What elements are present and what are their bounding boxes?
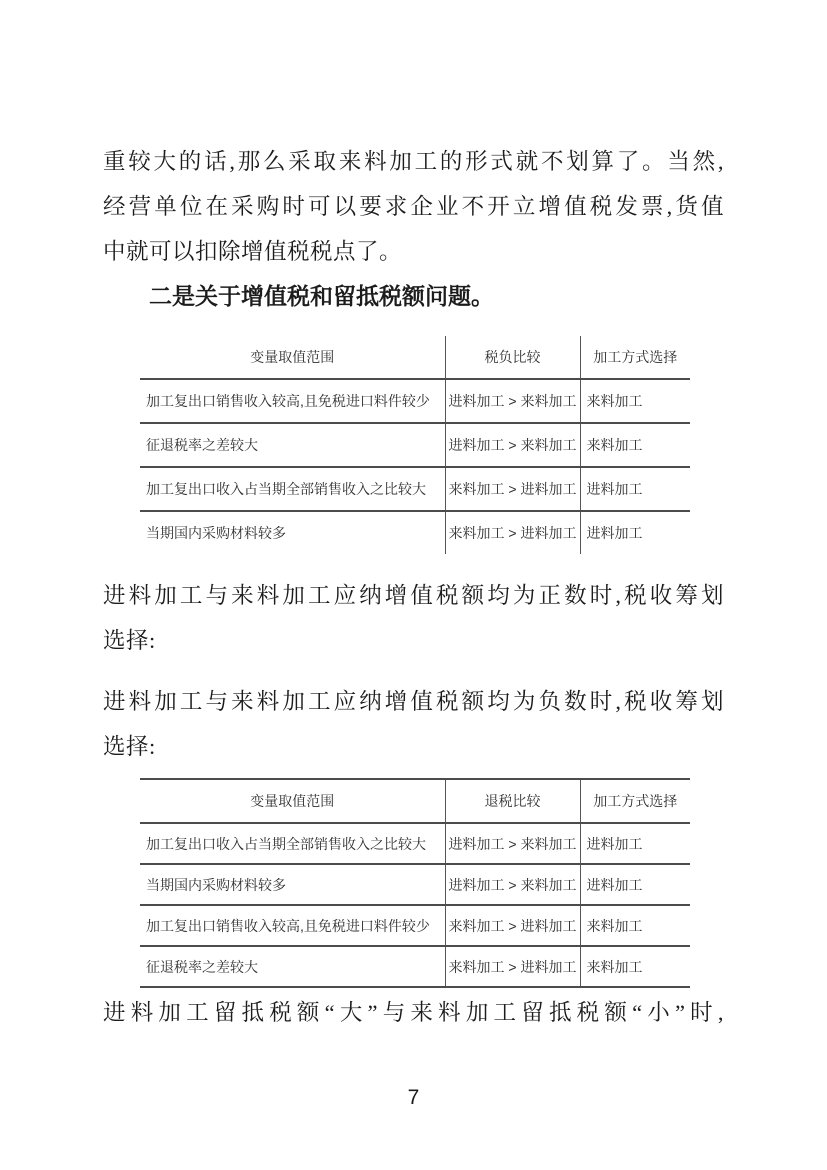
text-line: 经营单位在采购时可以要求企业不开立增值税发票,货值 <box>103 194 724 219</box>
header-cell-variable-range: 变量取值范围 <box>140 336 445 379</box>
header-cell-processing-method: 加工方式选择 <box>580 779 690 823</box>
choice-cell: 来料加工 <box>586 393 643 409</box>
comparison-cell: 来料加工 > 进料加工 <box>445 511 580 554</box>
closing-paragraph <box>103 990 724 1035</box>
condition-cell: 征退税率之差较大 <box>140 946 445 987</box>
condition-cell: 当期国内采购材料较多 <box>140 511 445 554</box>
choice-cell: 进料加工 <box>580 467 690 511</box>
choice-cell: 进料加工 <box>580 864 690 905</box>
table-row <box>140 823 690 864</box>
table-row <box>140 864 690 905</box>
comparison-cell: 来料加工 > 进料加工 <box>445 905 580 946</box>
tax-refund-table <box>140 778 690 988</box>
choice-cell: 来料加工 <box>580 423 690 467</box>
table-row <box>140 905 690 946</box>
comparison-cell: 来料加工 > 进料加工 <box>445 946 580 987</box>
header-cell-processing-method: 加工方式选择 <box>580 336 690 379</box>
condition-cell: 加工复出口收入占当期全部销售收入之比较大 <box>140 823 445 864</box>
text-line: 选择: <box>103 628 156 653</box>
comparison-cell: 来料加工 > 进料加工 <box>445 467 580 511</box>
condition-cell: 加工复出口收入占当期全部销售收入之比较大 <box>140 467 445 511</box>
negative-case-paragraph <box>103 679 724 769</box>
comparison-cell: 进料加工 > 来料加工 <box>445 823 580 864</box>
table-header-row <box>140 779 690 823</box>
page-number: 7 <box>407 1086 420 1109</box>
choice-cell: 进料加工 <box>580 511 690 554</box>
text-line: 选择: <box>103 734 156 759</box>
table-row <box>140 511 690 554</box>
table-row <box>140 423 690 467</box>
header-cell-variable-range: 变量取值范围 <box>140 779 445 823</box>
text-line: 重较大的话,那么采取来料加工的形式就不划算了。当然, <box>103 149 724 174</box>
choice-cell: 来料加工 <box>580 905 690 946</box>
intro-paragraph <box>103 139 724 274</box>
section-heading: 二是关于增值税和留抵税额问题。 <box>149 284 494 309</box>
condition-cell: 加工复出口销售收入较高,且免税进口料件较少 <box>140 379 445 423</box>
choice-cell: 进料加工 <box>586 835 643 852</box>
tax-burden-table <box>140 336 690 554</box>
text-line: 进料加工与来料加工应纳增值税额均为正数时,税收筹划 <box>103 583 724 608</box>
text-line: 中就可以扣除增值税税点了。 <box>103 239 403 264</box>
condition-cell: 征退税率之差较大 <box>140 423 445 467</box>
text-line: 进料加工与来料加工应纳增值税额均为负数时,税收筹划 <box>103 689 724 714</box>
positive-case-paragraph <box>103 573 724 663</box>
text-line: 进料加工留抵税额“大”与来料加工留抵税额“小”时, <box>103 1000 724 1025</box>
header-cell-tax-refund-comparison: 退税比较 <box>445 779 580 823</box>
table-row <box>140 946 690 987</box>
comparison-cell: 进料加工 > 来料加工 <box>445 379 580 423</box>
choice-cell: 来料加工 <box>580 946 690 987</box>
table-header-row <box>140 336 690 379</box>
header-cell-tax-burden-comparison: 税负比较 <box>445 336 580 379</box>
table-row <box>140 467 690 511</box>
table-row <box>140 379 690 423</box>
comparison-cell: 进料加工 > 来料加工 <box>445 864 580 905</box>
condition-cell: 加工复出口销售收入较高,且免税进口料件较少 <box>140 905 445 946</box>
comparison-cell: 进料加工 > 来料加工 <box>445 423 580 467</box>
condition-cell: 当期国内采购材料较多 <box>140 864 445 905</box>
